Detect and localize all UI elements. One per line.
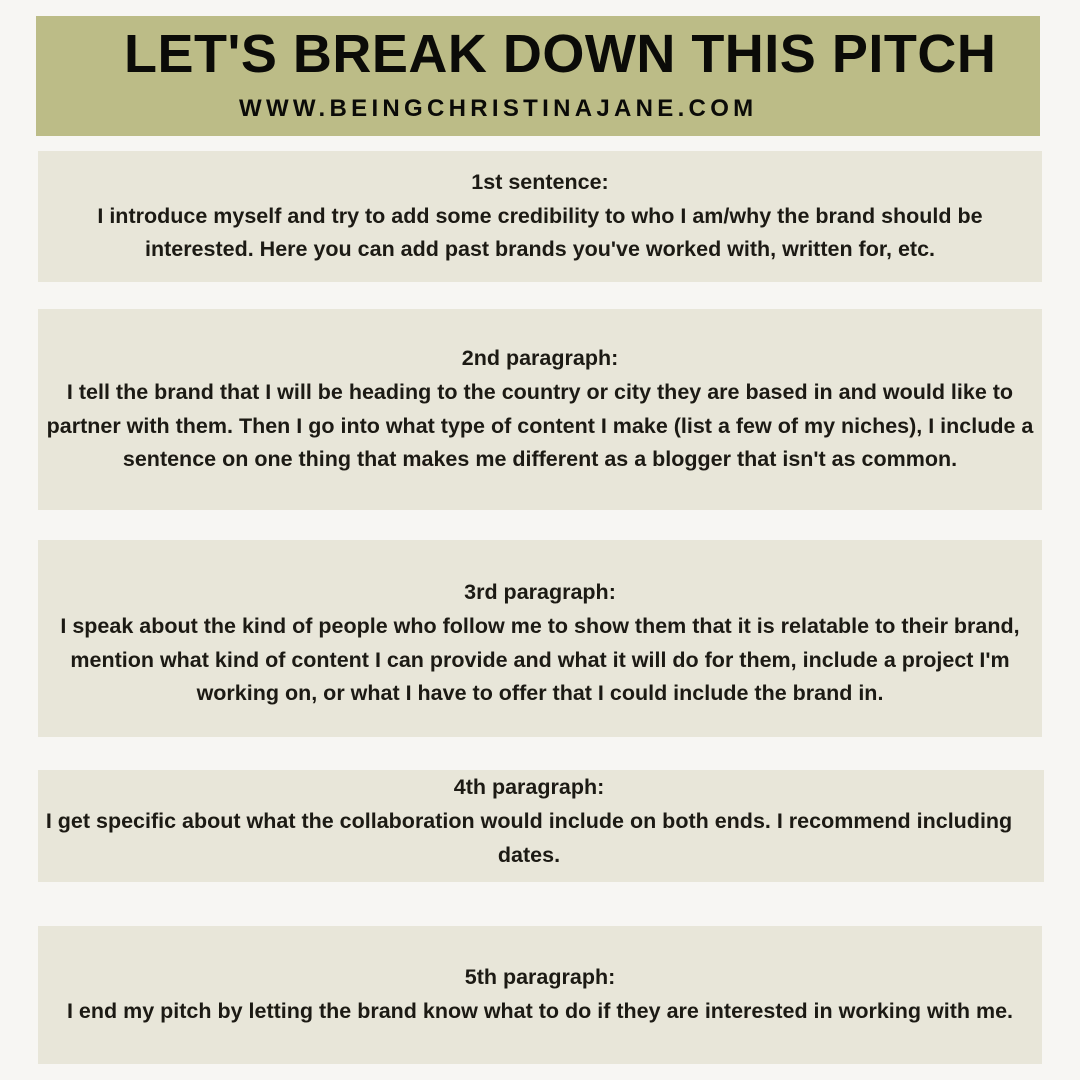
section-body: I tell the brand that I will be heading to the country or city they are based in and would like to partner with them. Then I go into what type of content I make (list a few of my niches), I include a sentence on one thing that makes me different as a blogger that isn't as common. — [46, 379, 1034, 472]
section-heading: 4th paragraph: — [453, 775, 605, 800]
page-title: LET'S BREAK DOWN THIS PITCH — [124, 24, 997, 84]
section-card-2nd-paragraph — [38, 309, 1042, 510]
header-banner — [36, 16, 1040, 136]
section-body: I speak about the kind of people who follow me to show them that it is relatable to their brand, mention what kind of content I can provide and what it will do for them, include a project I'm working on, or what I have to offer that I could include the brand in. — [60, 613, 1020, 706]
section-heading: 1st sentence: — [471, 169, 609, 194]
section-card-4th-paragraph — [38, 770, 1044, 882]
section-card-3rd-paragraph — [38, 540, 1042, 737]
section-card-5th-paragraph — [38, 926, 1042, 1064]
section-card-1st-sentence — [38, 151, 1042, 282]
website-url: WWW.BEINGCHRISTINAJANE.COM — [239, 95, 758, 122]
section-heading: 2nd paragraph: — [461, 346, 619, 371]
section-body: I get specific about what the collaboration would include on both ends. I recommend including dates. — [45, 809, 1013, 867]
section-body: I end my pitch by letting the brand know what to do if they are interested in working with me. — [66, 999, 1014, 1023]
section-body: I introduce myself and try to add some credibility to who I am/why the brand should be interested. Here you can add past brands you've worked with, written for, etc. — [97, 203, 983, 262]
section-heading: 3rd paragraph: — [464, 580, 616, 605]
section-heading: 5th paragraph: — [464, 965, 616, 990]
